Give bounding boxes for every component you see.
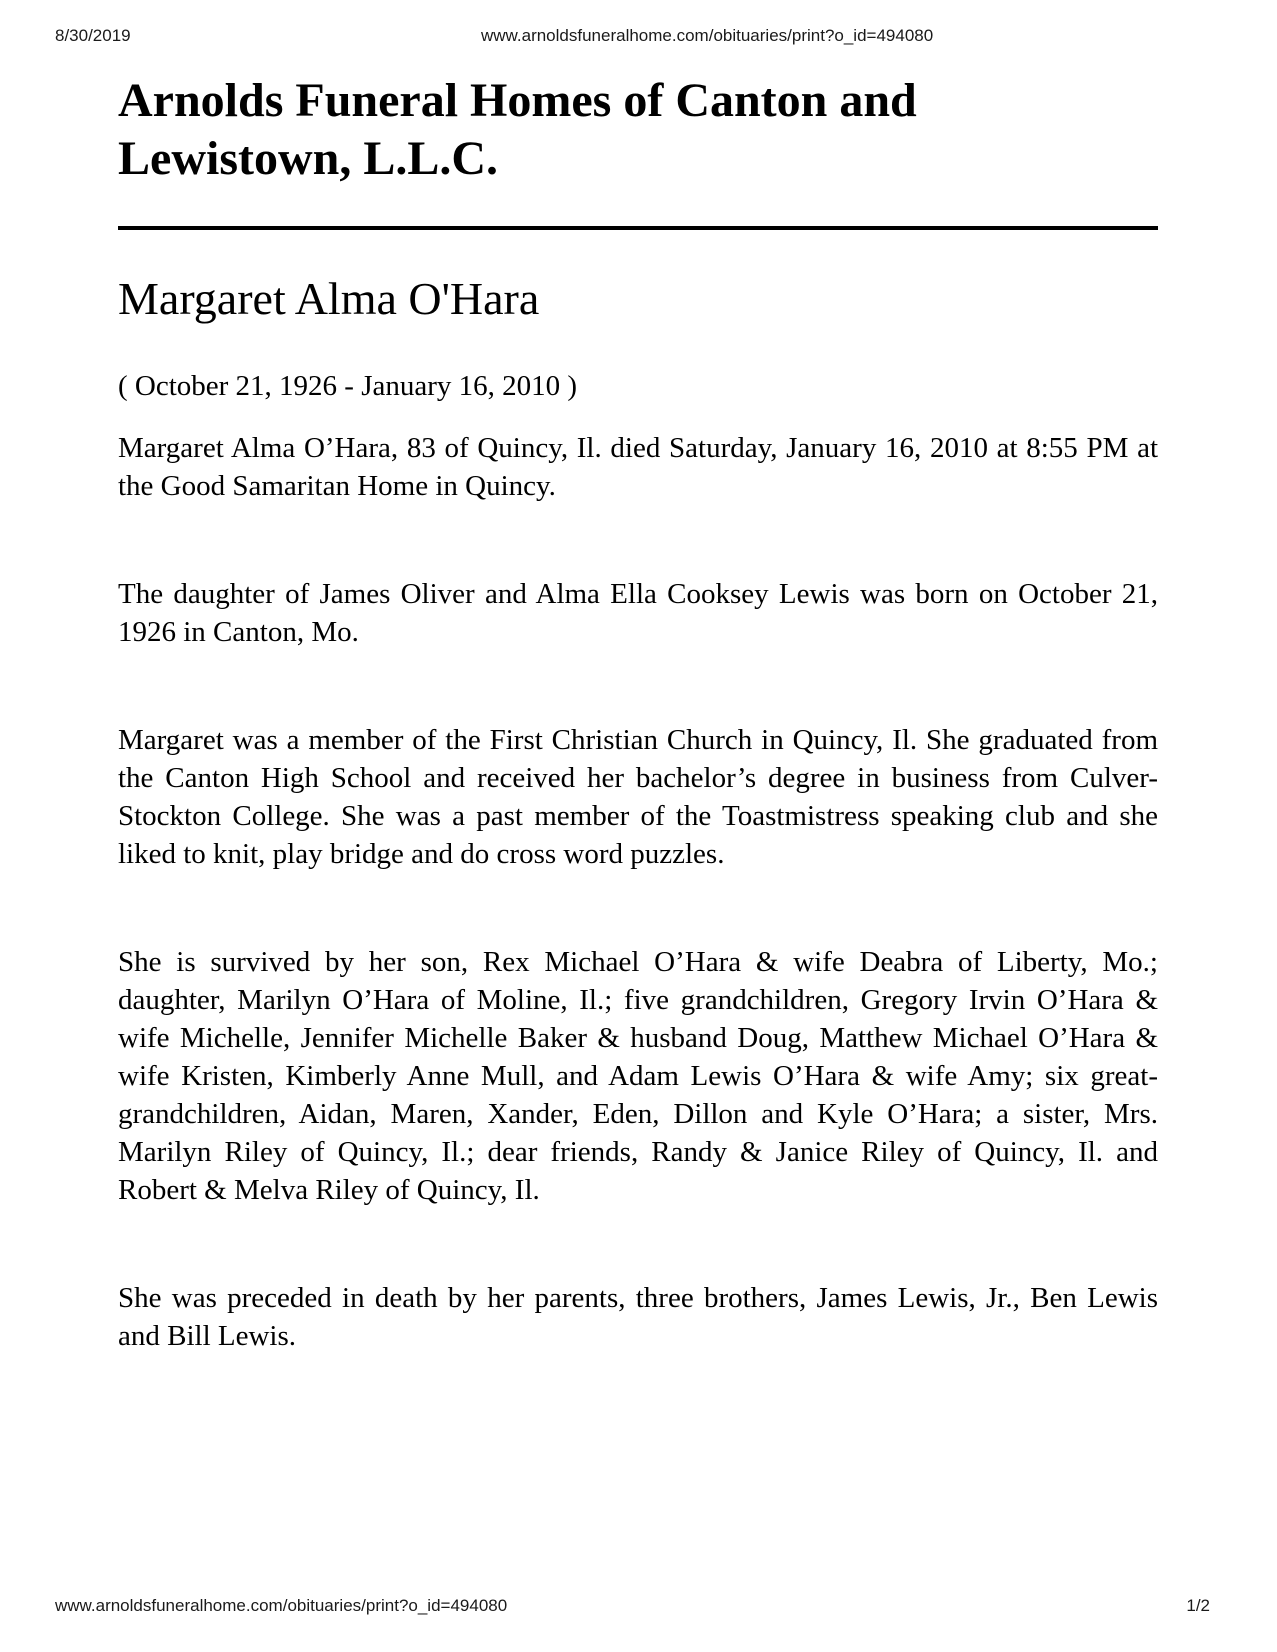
obituary-paragraph-preceded: She was preceded in death by her parents, three brothers, James Lewis, Jr., Ben Lewis and Bill Lewis. <box>118 1282 1158 1352</box>
page-indicator: 1/2 <box>1186 1596 1210 1615</box>
obituary-paragraph-biography: Margaret was a member of the First Christian Church in Quincy, Il. She graduated from the Canton High School and received her bachelor’s degree in business from Culver-Stockton College. She was a past member of the Toastmistress speaking club and she liked to knit, play bridge and do cross word puzzles. <box>118 724 1158 870</box>
title-divider <box>118 226 1158 230</box>
print-header-url: www.arnoldsfuneralhome.com/obituaries/print?o_id=494080 <box>481 26 934 45</box>
obituary-name: Margaret Alma O'Hara <box>118 273 540 324</box>
print-header-date: 8/30/2019 <box>55 26 131 45</box>
obituary-paragraph-birth: The daughter of James Oliver and Alma Ella Cooksey Lewis was born on October 21, 1926 in Canton, Mo. <box>118 578 1158 648</box>
obituary-date-range: ( October 21, 1926 - January 16, 2010 ) <box>118 370 578 402</box>
print-footer-url: www.arnoldsfuneralhome.com/obituaries/print?o_id=494080 <box>55 1596 508 1615</box>
funeral-home-title: Arnolds Funeral Homes of Canton and Lewistown, L.L.C. <box>118 74 917 185</box>
obituary-paragraph-survivors: She is survived by her son, Rex Michael O’Hara & wife Deabra of Liberty, Mo.; daughter, Marilyn O’Hara of Moline, Il.; five grandchildren, Gregory Irvin O’Hara & wife Michelle, Jennifer Michelle Baker & husband Doug, Matthew Michael O’Hara & wife Kristen, Kimberly Anne Mull, and Adam Lewis O’Hara & wife Amy; six great-grandchildren, Aidan, Maren, Xander, Eden, Dillon and Kyle O’Hara; a sister, Mrs. Marilyn Riley of Quincy, Il.; dear friends, Randy & Janice Riley of Quincy, Il. and Robert & Melva Riley of Quincy, Il. <box>118 946 1158 1206</box>
obituary-paragraph-death-notice: Margaret Alma O’Hara, 83 of Quincy, Il. died Saturday, January 16, 2010 at 8:55 PM at the Good Samaritan Home in Quincy. <box>118 432 1158 502</box>
obituary-document <box>118 0 1158 1355</box>
